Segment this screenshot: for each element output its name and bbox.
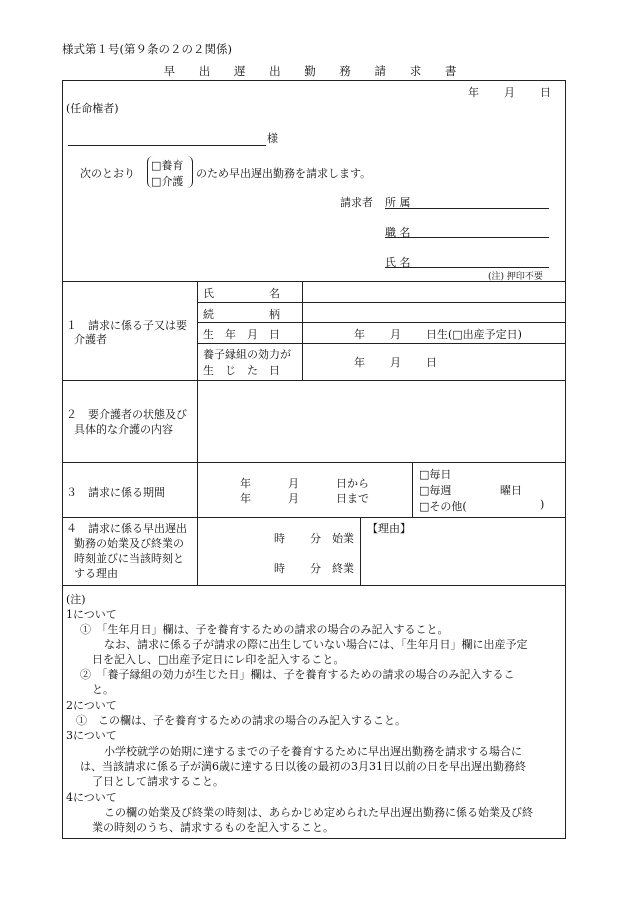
divider-section4 [62, 585, 566, 586]
notes-line: ① この欄は、子を養育するための請求の場合のみ記入すること。 [76, 714, 406, 727]
adoption-year: 年 [354, 356, 365, 369]
checkbox-weekly[interactable]: □毎週 [419, 484, 452, 497]
section4-label-3: 時刻並びに当該時刻と [74, 552, 184, 565]
notes-line: 4について [66, 791, 117, 804]
row-birth-label: 生 年 月 日 [203, 328, 280, 341]
notes-line: 小学校就学の始期に達するまでの子を養育するために早出遅出勤務を請求する場合に [104, 745, 522, 758]
period-from-day: 日から [336, 477, 369, 490]
birth-month: 月 [390, 328, 401, 341]
birth-day-due[interactable]: 日生(□出産予定日) [426, 328, 522, 341]
field-affiliation: 所 属 [385, 196, 411, 209]
section3-label: ３ 請求に係る期間 [66, 486, 165, 499]
notes-line: 3について [66, 729, 117, 742]
period-to-day: 日まで [336, 492, 369, 505]
requester-label: 請求者 [340, 196, 373, 209]
period-from-month: 月 [288, 477, 299, 490]
divider-section2 [62, 462, 566, 463]
period-to-month: 月 [288, 492, 299, 505]
row-adoption-label-2: 生 じ た 日 [203, 364, 280, 377]
notes-line: 業の時刻のうち、請求するものを記入すること。 [92, 821, 334, 834]
start-minute: 分 [310, 532, 321, 545]
notes-line: 了日として請求すること。 [92, 775, 224, 788]
intro-suffix: のため早出遅出勤務を請求します。 [196, 167, 372, 180]
start-hour: 時 [274, 532, 285, 545]
field-position: 職 名 [385, 226, 411, 239]
form-id: 様式第１号(第９条の２の２関係) [62, 42, 232, 56]
checkbox-nursing[interactable]: □介護 [151, 175, 184, 188]
section1-label-2: 介護者 [74, 333, 107, 346]
divider-subfield-col [302, 281, 303, 380]
form-title: 早 出 遅 出 勤 務 請 求 書 [163, 64, 467, 78]
reason-label: 【理由】 [367, 522, 411, 535]
checkbox-childcare[interactable]: □養育 [151, 159, 184, 172]
date-month: 月 [504, 86, 515, 99]
notes-line: ② 「養子縁組の効力が生じた日」欄は、子を養育するための請求の場合のみ記入するこ [80, 668, 515, 681]
period-from-year: 年 [240, 477, 251, 490]
divider-label-col [197, 281, 198, 585]
notes-heading: (注) [66, 593, 86, 606]
divider-row-name [197, 302, 566, 303]
notes-line: と。 [92, 683, 114, 696]
divider-reason-col [360, 517, 361, 585]
period-to-year: 年 [240, 492, 251, 505]
notes-line: この欄の始業及び終業の時刻は、あらかじめ定められた早出遅出勤務に係る始業及び終 [104, 806, 533, 819]
divider-row-birth [197, 343, 566, 344]
divider-section3 [62, 517, 566, 518]
date-day: 日 [540, 86, 551, 99]
field-name: 氏 名 [385, 256, 411, 269]
checkbox-daily[interactable]: □毎日 [419, 468, 452, 481]
section2-label-1: ２ 要介護者の状態及び [66, 408, 187, 421]
intro-prefix: 次のとおり [80, 167, 135, 180]
start-label: 始業 [332, 532, 354, 545]
section4-label-4: する理由 [74, 567, 118, 580]
notes-line: は、当該請求に係る子が満6歳に達する日以後の最初の3月31日以前の日を早出遅出勤務終 [80, 760, 526, 773]
divider-row-relation [197, 322, 566, 323]
checkbox-other[interactable]: □その他( [419, 500, 467, 513]
divider-period-col [412, 462, 413, 517]
adoption-month: 月 [390, 356, 401, 369]
other-close-paren: ) [540, 498, 545, 511]
end-minute: 分 [310, 562, 321, 575]
notes-line: 2について [66, 699, 117, 712]
end-label: 終業 [332, 562, 354, 575]
section2-label-2: 具体的な介護の内容 [74, 423, 173, 436]
section1-label-1: １ 請求に係る子又は要 [66, 319, 187, 332]
notes-line: なお、請求に係る子が請求の際に出生していない場合には、「生年月日」欄に出産予定 [104, 638, 528, 651]
row-name-label: 氏 名 [203, 287, 280, 300]
affiliation-line[interactable] [385, 208, 549, 209]
weekday-label: 曜日 [500, 484, 522, 497]
appointer-label: (任命権者) [66, 102, 119, 115]
divider-section1 [62, 380, 566, 381]
notes-line: 日を記入し、□出産予定日にレ印を記入すること。 [92, 653, 345, 666]
appointer-line[interactable] [68, 145, 266, 146]
position-line[interactable] [385, 237, 549, 238]
section4-label-2: 勤務の始業及び終業の [74, 537, 184, 550]
notes-line: 1について [66, 608, 117, 621]
adoption-day: 日 [426, 356, 437, 369]
section4-label-1: ４ 請求に係る早出遅出 [66, 522, 187, 535]
row-adoption-label-1: 養子縁組の効力が [203, 348, 291, 361]
date-year: 年 [468, 86, 479, 99]
seal-note: (注) 押印不要 [488, 272, 543, 282]
birth-year: 年 [354, 328, 365, 341]
notes-line: ① 「生年月日」欄は、子を養育するための請求の場合のみ記入すること。 [80, 623, 449, 636]
row-relation-label: 続 柄 [203, 308, 280, 321]
name-line[interactable] [385, 267, 549, 268]
honorific: 様 [267, 132, 278, 145]
end-hour: 時 [274, 562, 285, 575]
